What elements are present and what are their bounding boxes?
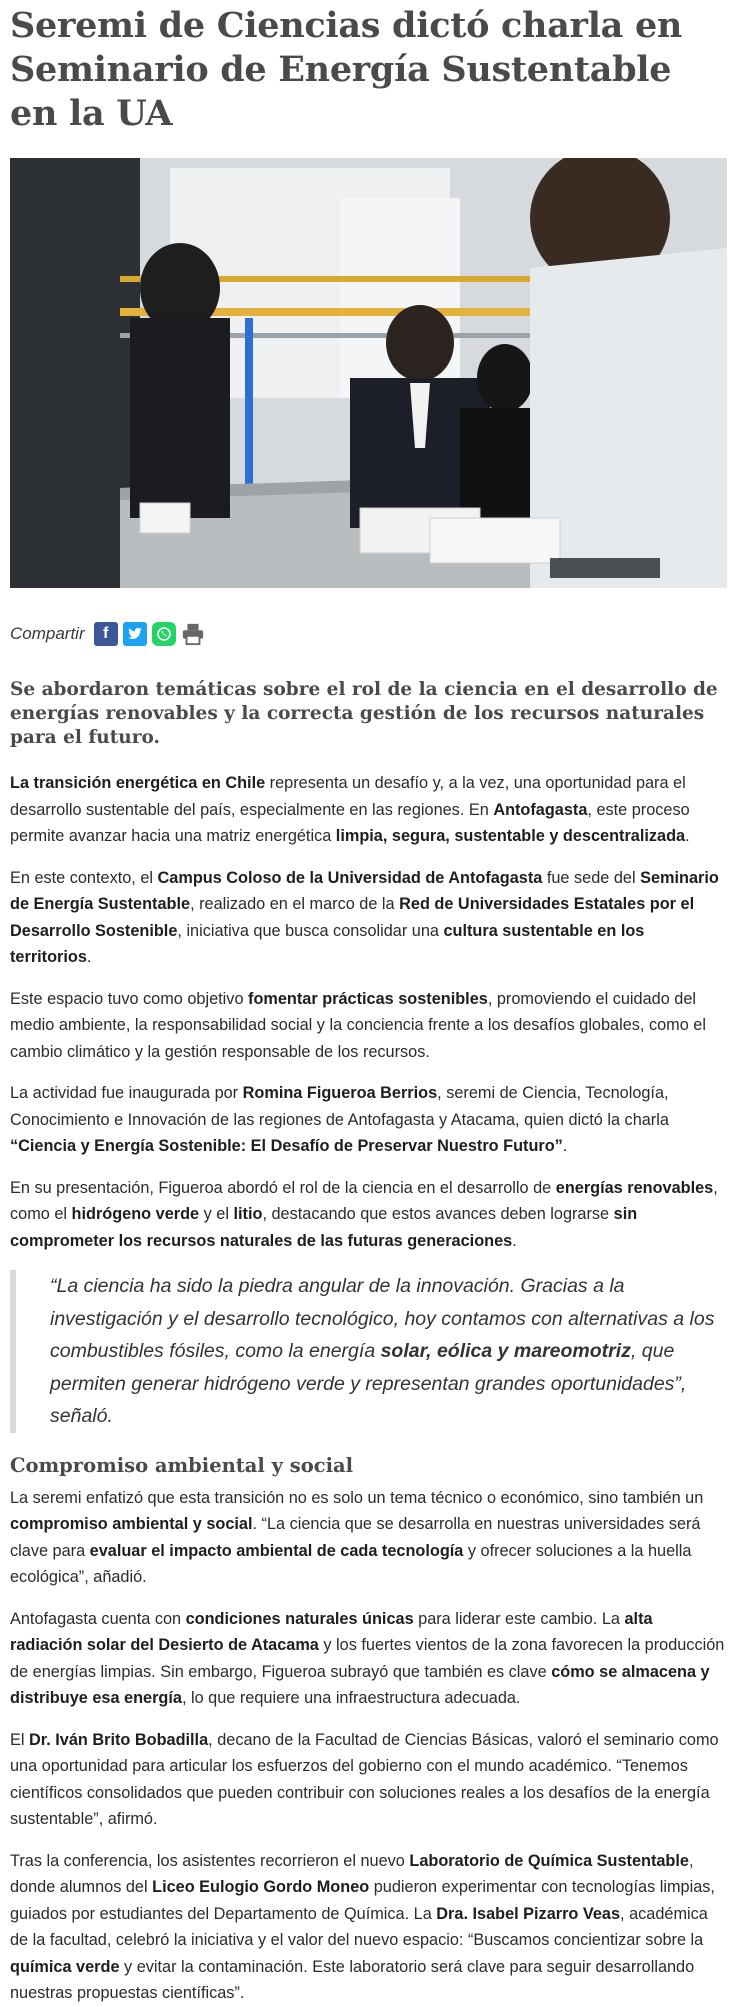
- paragraph: Tras la conferencia, los asistentes recorrieron el nuevo Laboratorio de Química Sustentable, donde alumnos del Liceo Eulogio Gordo Moneo pudieron experimentar con tecnologías limpias, guiados por estudiantes del Departamento de Química. La Dra. Isabel Pizarro Veas, académica de la facultad, celebró la iniciativa y el valor del nuevo espacio: “Buscamos concientizar sobre la química verde y evitar la contaminación. Este laboratorio será clave para seguir desarrollando nuestras propuestas científicas”.: [10, 1851, 715, 2002]
- paragraph: La transición energética en Chile representa un desafío y, a la vez, una oportunidad para el desarrollo sustentable del país, especialmente en las regiones. En Antofagasta, este proceso permite avanzar hacia una matriz energética limpia, segura, sustentable y descentralizada.: [10, 774, 690, 845]
- article-photo: [10, 158, 727, 588]
- pull-quote: “La ciencia ha sido la piedra angular de la innovación. Gracias a la investigación y el desarrollo tecnológico, hoy contamos con alternativas a los combustibles fósiles, como la energía solar, eólica y mareomotriz, que permiten generar hidrógeno verde y representan grandes oportunidades”, señaló.: [10, 1270, 727, 1433]
- paragraph: En su presentación, Figueroa abordó el rol de la ciencia en el desarrollo de energías renovables, como el hidrógeno verde y el litio, destacando que estos avances deben lograrse sin comprometer los recursos naturales de las futuras generaciones.: [10, 1178, 718, 1250]
- twitter-icon[interactable]: [123, 622, 147, 646]
- share-label: Compartir: [10, 624, 85, 643]
- article-lead: Se abordaron temáticas sobre el rol de la ciencia en el desarrollo de energías renovables y la correcta gestión de los recursos naturales para el futuro.: [10, 679, 718, 748]
- paragraph: La actividad fue inaugurada por Romina Figueroa Berrios, seremi de Ciencia, Tecnología, Conocimiento e Innovación de las regiones de Antofagasta y Atacama, quien dictó la charla “Ciencia y Energía Sostenible: El Desafío de Preservar Nuestro Futuro”.: [10, 1084, 669, 1155]
- paragraph: El Dr. Iván Brito Bobadilla, decano de la Facultad de Ciencias Básicas, valoró el seminario como una oportunidad para articular los esfuerzos del gobierno con el mundo académico. “Tenemos científicos consolidados que pueden contribuir con soluciones reales a los desafíos de la energía sustentable”, afirmó.: [10, 1730, 719, 1828]
- article: [0, 4, 737, 2007]
- paragraph: La seremi enfatizó que esta transición no es solo un tema técnico o económico, sino también un compromiso ambiental y social. “La ciencia que se desarrolla en nuestras universidades será clave para evaluar el impacto ambiental de cada tecnología y ofrecer soluciones a la huella ecológica”, añadió.: [10, 1488, 704, 1586]
- lab-photo-illustration: [10, 158, 727, 588]
- whatsapp-icon[interactable]: [152, 622, 176, 646]
- section-heading: Compromiso ambiental y social: [10, 1453, 354, 1477]
- print-icon[interactable]: [181, 622, 205, 646]
- paragraph: En este contexto, el Campus Coloso de la Universidad de Antofagasta fue sede del Seminario de Energía Sustentable, realizado en el marco de la Red de Universidades Estatales por el Desarrollo Sostenible, iniciativa que busca consolidar una cultura sustentable en los territorios.: [10, 868, 719, 966]
- page-title: Seremi de Ciencias dictó charla en Seminario de Energía Sustentable en la UA: [10, 5, 683, 134]
- share-bar: [10, 620, 727, 648]
- paragraph: Este espacio tuvo como objetivo fomentar prácticas sostenibles, promoviendo el cuidado del medio ambiente, la responsabilidad social y la conciencia frente a los desafíos globales, como el cambio climático y la gestión responsable de los recursos.: [10, 989, 706, 1061]
- paragraph: Antofagasta cuenta con condiciones naturales únicas para liderar este cambio. La alta radiación solar del Desierto de Atacama y los fuertes vientos de la zona favorecen la producción de energías limpias. Sin embargo, Figueroa subrayó que también es clave cómo se almacena y distribuye esa energía, lo que requiere una infraestructura adecuada.: [10, 1609, 725, 1707]
- facebook-icon[interactable]: f: [94, 622, 118, 646]
